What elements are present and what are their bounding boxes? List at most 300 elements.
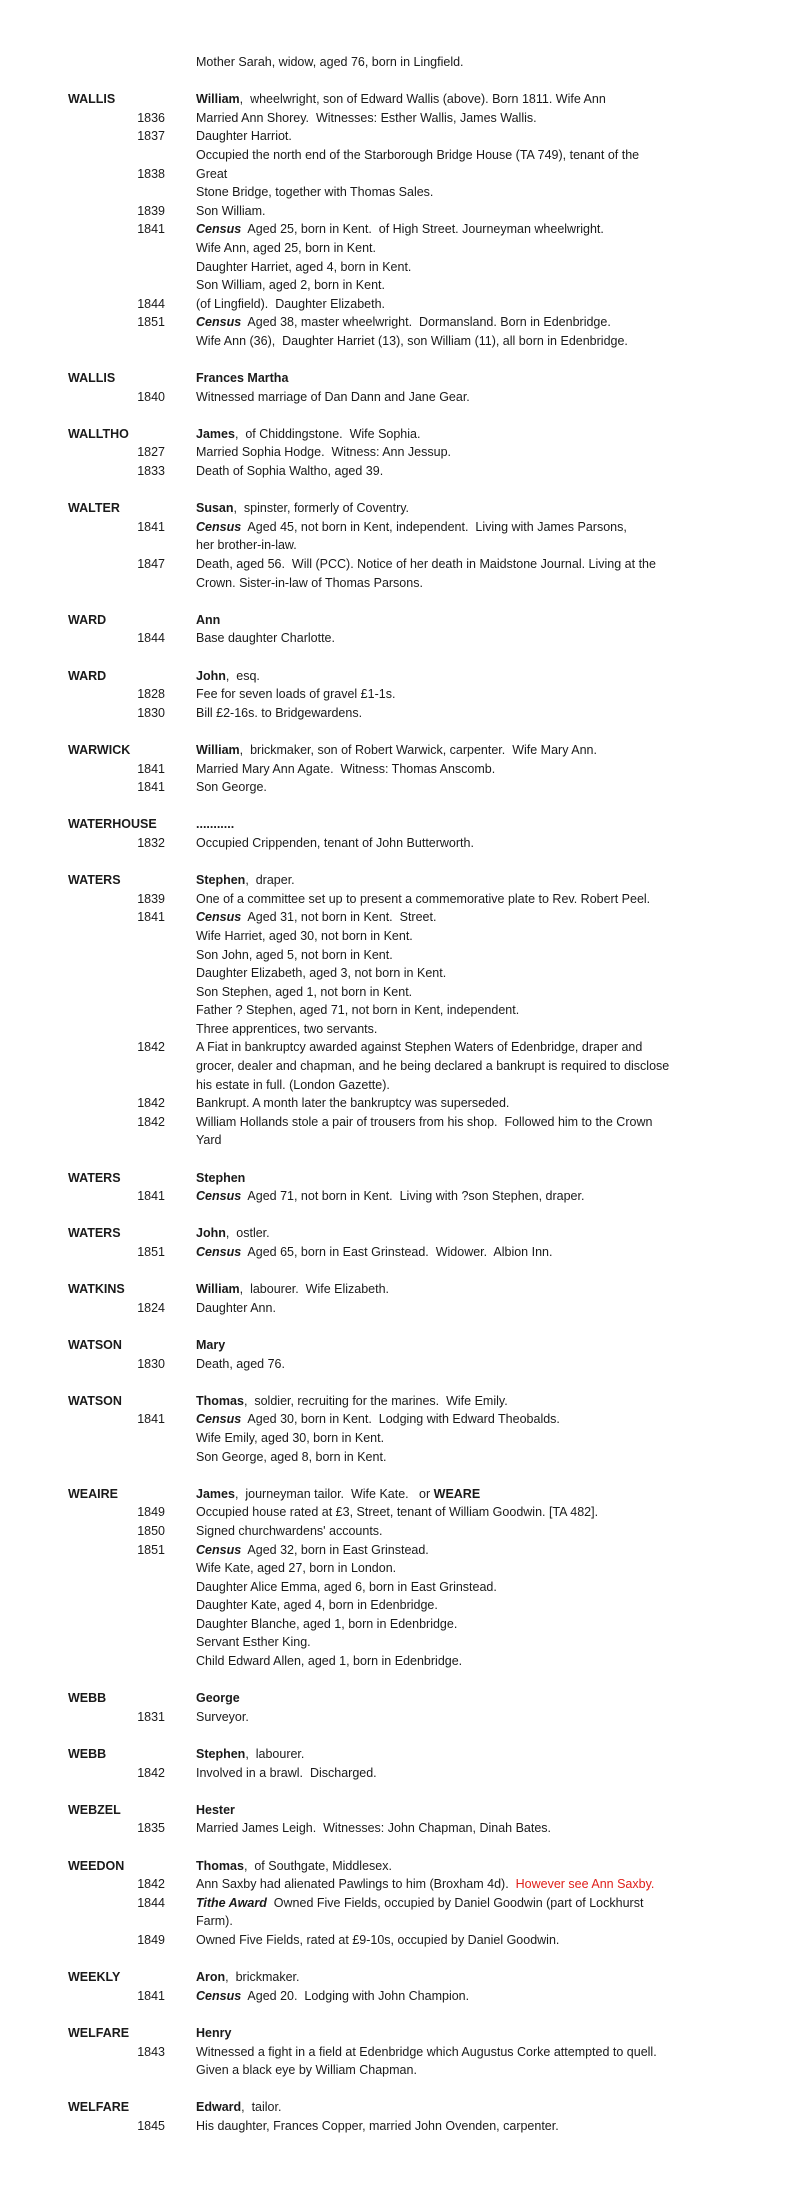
given-name: Stephen	[196, 1747, 246, 1762]
record-line	[0, 1076, 800, 1095]
document-page	[0, 53, 800, 2154]
record-text	[196, 127, 800, 146]
entry-header	[0, 1857, 800, 1876]
record-line	[0, 1503, 800, 1522]
record-year: 1836	[137, 110, 165, 125]
record-year	[0, 1131, 165, 1150]
record-text	[196, 2117, 800, 2136]
record-line	[0, 1615, 800, 1634]
person-entry	[0, 2098, 800, 2135]
record-line	[0, 1131, 800, 1150]
record-text	[196, 574, 800, 593]
record-text	[196, 629, 800, 648]
entry-header	[0, 1968, 800, 1987]
record-line	[0, 1429, 800, 1448]
record-text	[196, 1038, 800, 1057]
record-text	[196, 1131, 800, 1150]
entry-header	[0, 499, 800, 518]
record-line	[0, 146, 800, 165]
record-segment: Death, aged 76.	[196, 1356, 285, 1371]
record-text	[196, 983, 800, 1002]
entry-header	[0, 1392, 800, 1411]
entry-header	[0, 1169, 800, 1188]
given-name: William	[196, 92, 240, 107]
record-year	[0, 146, 165, 165]
record-line	[0, 1875, 800, 1894]
record-year: 1851	[137, 315, 165, 330]
record-segment: Child Edward Allen, aged 1, born in Edenbridge.	[196, 1654, 463, 1669]
given-name: Susan	[196, 501, 234, 516]
record-segment: Occupied Crippenden, tenant of John Butterworth.	[196, 835, 474, 850]
record-line	[0, 629, 800, 648]
record-text	[196, 1001, 800, 1020]
record-line	[0, 202, 800, 221]
record-line	[0, 1708, 800, 1727]
record-year	[0, 258, 165, 277]
record-line	[0, 165, 800, 184]
record-line	[0, 1764, 800, 1783]
record-segment: Three apprentices, two servants.	[196, 1021, 378, 1036]
record-line	[0, 1894, 800, 1913]
record-text	[196, 908, 800, 927]
record-year	[0, 1448, 165, 1467]
record-line	[0, 443, 800, 462]
surname: WALTER	[68, 501, 120, 516]
record-year	[0, 183, 165, 202]
record-line	[0, 890, 800, 909]
record-line	[0, 2043, 800, 2062]
record-line	[0, 1522, 800, 1541]
record-segment: Son John, aged 5, not born in Kent.	[196, 947, 393, 962]
record-segment: Daughter Harriet, aged 4, born in Kent.	[196, 259, 412, 274]
record-year: 1841	[137, 1189, 165, 1204]
header-description: , wheelwright, son of Edward Wallis (above). Born 1811. Wife Ann	[239, 92, 606, 107]
record-line	[0, 332, 800, 351]
person-entry	[0, 741, 800, 797]
record-segment: Crown. Sister-in-law of Thomas Parsons.	[196, 575, 423, 590]
person-entry	[0, 1745, 800, 1782]
header-description: , journeyman tailor. Wife Kate. or	[234, 1486, 434, 1501]
record-segment: Base daughter Charlotte.	[196, 631, 335, 646]
record-segment: Death of Sophia Waltho, aged 39.	[196, 464, 384, 479]
record-year: 1841	[137, 519, 165, 534]
entry-header	[0, 611, 800, 630]
record-text	[196, 1299, 800, 1318]
source-label: Census	[196, 910, 242, 925]
record-line	[0, 555, 800, 574]
record-line	[0, 834, 800, 853]
record-year: 1842	[137, 1877, 165, 1892]
given-name: George	[196, 1691, 240, 1706]
record-line	[0, 1652, 800, 1671]
record-line	[0, 220, 800, 239]
record-text	[196, 1578, 800, 1597]
record-segment: Involved in a brawl. Discharged.	[196, 1765, 377, 1780]
record-year: 1849	[137, 1505, 165, 1520]
record-text	[196, 109, 800, 128]
record-text	[196, 332, 800, 351]
record-year	[0, 1057, 165, 1076]
record-text	[196, 443, 800, 462]
record-line	[0, 760, 800, 779]
record-text	[196, 313, 800, 332]
record-segment: Aged 30, born in Kent. Lodging with Edward Theobalds.	[241, 1412, 560, 1427]
record-text	[196, 834, 800, 853]
record-text	[196, 555, 800, 574]
person-entry	[0, 1857, 800, 1950]
record-year: 1841	[137, 910, 165, 925]
record-segment: Daughter Ann.	[196, 1300, 276, 1315]
record-year	[0, 2061, 165, 2080]
record-text	[196, 1875, 800, 1894]
surname: WATSON	[68, 1337, 122, 1352]
record-segment: Servant Esther King.	[196, 1635, 311, 1650]
given-name: James	[196, 426, 235, 441]
record-text	[196, 1708, 800, 1727]
record-text	[196, 388, 800, 407]
person-entry	[0, 1801, 800, 1838]
record-year	[0, 536, 165, 555]
record-text	[196, 258, 800, 277]
record-year	[0, 332, 165, 351]
surname: WALLTHO	[68, 426, 129, 441]
person-entry	[0, 369, 800, 406]
record-line	[0, 1038, 800, 1057]
record-text	[196, 760, 800, 779]
record-segment: A Fiat in bankruptcy awarded against Stephen Waters of Edenbridge, draper and	[196, 1040, 643, 1055]
given-name: Frances Martha	[196, 371, 289, 386]
header-description: , spinster, formerly of Coventry.	[233, 501, 410, 516]
continuation-text: Mother Sarah, widow, aged 76, born in Lingfield.	[196, 55, 464, 69]
record-text	[196, 146, 800, 165]
record-text	[196, 1057, 800, 1076]
surname: WEBZEL	[68, 1802, 121, 1817]
record-year: 1838	[137, 166, 165, 181]
record-segment: Daughter Elizabeth, aged 3, not born in Kent.	[196, 966, 447, 981]
record-line	[0, 1578, 800, 1597]
person-entry	[0, 1336, 800, 1373]
person-entry	[0, 1169, 800, 1206]
record-line	[0, 183, 800, 202]
record-text	[196, 1243, 800, 1262]
surname: WEAIRE	[68, 1486, 118, 1501]
record-line	[0, 2117, 800, 2136]
given-name: Ann	[196, 612, 221, 627]
record-segment: William Hollands stole a pair of trousers from his shop. Followed him to the Crown	[196, 1114, 653, 1129]
record-year: 1830	[137, 705, 165, 720]
source-label: Census	[196, 315, 242, 330]
source-label: Census	[196, 519, 242, 534]
record-text	[196, 295, 800, 314]
record-text	[196, 1429, 800, 1448]
record-year: 1841	[137, 1988, 165, 2003]
person-entry	[0, 1968, 800, 2005]
surname: WEEDON	[68, 1858, 125, 1873]
entry-header	[0, 667, 800, 686]
record-line	[0, 388, 800, 407]
record-text	[196, 1355, 800, 1374]
record-year: 1835	[137, 1821, 165, 1836]
record-line	[0, 109, 800, 128]
record-year	[0, 927, 165, 946]
record-year: 1849	[137, 1932, 165, 1947]
record-line	[0, 1931, 800, 1950]
record-segment: Aged 71, not born in Kent. Living with ?son Stephen, draper.	[241, 1189, 585, 1204]
record-year: 1833	[137, 464, 165, 479]
record-year: 1842	[137, 1765, 165, 1780]
record-line	[0, 1243, 800, 1262]
record-line	[0, 313, 800, 332]
record-year: 1830	[137, 1356, 165, 1371]
person-entry	[0, 871, 800, 1150]
record-text	[196, 1020, 800, 1039]
surname: WEBB	[68, 1747, 107, 1762]
surname: WEEKLY	[68, 1970, 121, 1985]
record-year: 1840	[137, 389, 165, 404]
person-entry	[0, 90, 800, 350]
entry-header	[0, 1801, 800, 1820]
record-segment: Yard	[196, 1133, 222, 1148]
record-year	[0, 574, 165, 593]
given-name: John	[196, 668, 226, 683]
entry-header	[0, 425, 800, 444]
entry-header	[0, 871, 800, 890]
surname: WEBB	[68, 1691, 107, 1706]
surname: WATSON	[68, 1393, 122, 1408]
record-year: 1851	[137, 1245, 165, 1259]
given-name: Stephen	[196, 873, 246, 888]
given-name: ...........	[196, 817, 235, 832]
surname: WELFARE	[68, 2100, 130, 2115]
given-name: Aron	[196, 1970, 226, 1985]
record-line	[0, 574, 800, 593]
source-label: Census	[196, 1412, 242, 1427]
header-description: , labourer.	[245, 1747, 305, 1762]
record-segment: Owned Five Fields, rated at £9-10s, occupied by Daniel Goodwin.	[196, 1932, 560, 1947]
record-line	[0, 685, 800, 704]
given-name: John	[196, 1226, 226, 1241]
record-line	[0, 1541, 800, 1560]
record-segment: Witnessed marriage of Dan Dann and Jane Gear.	[196, 389, 470, 404]
record-segment: Aged 38, master wheelwright. Dormansland. Born in Edenbridge.	[241, 315, 611, 330]
record-year: 1839	[137, 203, 165, 218]
given-name: William	[196, 742, 240, 757]
person-entry	[0, 815, 800, 852]
record-year	[0, 1429, 165, 1448]
record-text	[196, 183, 800, 202]
record-year	[0, 1596, 165, 1615]
record-segment: Death, aged 56. Will (PCC). Notice of her death in Maidstone Journal. Living at the	[196, 557, 656, 572]
record-segment: Occupied the north end of the Starborough Bridge House (TA 749), tenant of the	[196, 147, 640, 162]
record-text	[196, 462, 800, 481]
surname: WATERS	[68, 1226, 121, 1241]
record-year	[0, 946, 165, 965]
source-label: Census	[196, 1988, 242, 2003]
record-line	[0, 927, 800, 946]
entry-header	[0, 1280, 800, 1299]
record-year: 1832	[137, 835, 165, 850]
record-text	[196, 1633, 800, 1652]
record-line	[0, 295, 800, 314]
record-segment: Great	[196, 166, 228, 181]
person-entry	[0, 1224, 800, 1261]
record-segment: Farm).	[196, 1914, 233, 1929]
header-description: , of Southgate, Middlesex.	[243, 1858, 392, 1873]
record-text	[196, 1596, 800, 1615]
record-text	[196, 778, 800, 797]
record-segment: Given a black eye by William Chapman.	[196, 2063, 417, 2078]
record-year: 1841	[137, 222, 165, 237]
record-line	[0, 536, 800, 555]
record-line	[0, 1001, 800, 1020]
header-description: , tailor.	[241, 2100, 282, 2115]
record-year	[0, 1652, 165, 1671]
entry-header	[0, 741, 800, 760]
record-segment: Occupied house rated at £3, Street, tenant of William Goodwin. [TA 482].	[196, 1505, 599, 1520]
record-line	[0, 1299, 800, 1318]
record-segment: Fee for seven loads of gravel £1-1s.	[196, 687, 396, 702]
record-segment: Wife Ann, aged 25, born in Kent.	[196, 240, 376, 255]
given-name: Thomas	[196, 1858, 244, 1873]
record-text	[196, 1987, 800, 2006]
record-text	[196, 1615, 800, 1634]
record-segment: Son William, aged 2, born in Kent.	[196, 278, 385, 293]
record-text	[196, 1652, 800, 1671]
given-name: Stephen	[196, 1170, 246, 1185]
record-segment: Married Sophia Hodge. Witness: Ann Jessup.	[196, 445, 451, 460]
record-segment: Son William.	[196, 203, 266, 218]
record-segment: Daughter Kate, aged 4, born in Edenbridge.	[196, 1598, 438, 1613]
record-text	[196, 1541, 800, 1560]
record-year: 1841	[137, 1412, 165, 1427]
record-line	[0, 1559, 800, 1578]
record-line	[0, 946, 800, 965]
record-segment: Father ? Stephen, aged 71, not born in Kent, independent.	[196, 1003, 520, 1018]
source-label: Census	[196, 1542, 242, 1557]
record-segment: Daughter Blanche, aged 1, born in Edenbridge.	[196, 1616, 458, 1631]
record-segment: Married Mary Ann Agate. Witness: Thomas Anscomb.	[196, 761, 496, 776]
person-entry	[0, 1280, 800, 1317]
record-text	[196, 1113, 800, 1132]
given-name: Thomas	[196, 1393, 244, 1408]
record-year: 1839	[137, 891, 165, 906]
record-line	[0, 964, 800, 983]
record-text	[196, 165, 800, 184]
record-text	[196, 220, 800, 239]
surname: WARD	[68, 668, 107, 683]
record-year: 1844	[137, 631, 165, 646]
record-line	[0, 1912, 800, 1931]
record-year: 1845	[137, 2118, 165, 2133]
record-year: 1851	[137, 1542, 165, 1557]
record-segment: Surveyor.	[196, 1709, 249, 1724]
record-line	[0, 518, 800, 537]
record-text	[196, 1559, 800, 1578]
record-segment: Son George.	[196, 780, 267, 795]
record-segment: Daughter Alice Emma, aged 6, born in East Grinstead.	[196, 1579, 497, 1594]
surname: WALLIS	[68, 371, 116, 386]
alternate-surname: WEARE	[433, 1486, 481, 1501]
record-line	[0, 1113, 800, 1132]
record-line	[0, 1410, 800, 1429]
record-line	[0, 778, 800, 797]
continuation-line	[0, 53, 800, 72]
header-description: , brickmaker.	[225, 1970, 300, 1985]
header-description: , esq.	[225, 668, 260, 683]
record-text	[196, 239, 800, 258]
person-entry	[0, 2024, 800, 2080]
record-segment: Wife Ann (36), Daughter Harriet (13), son William (11), all born in Edenbridge.	[196, 333, 628, 348]
record-text	[196, 964, 800, 983]
record-segment: Wife Harriet, aged 30, not born in Kent.	[196, 928, 413, 943]
record-year	[0, 1001, 165, 1020]
record-line	[0, 983, 800, 1002]
record-year	[0, 964, 165, 983]
entry-header	[0, 1745, 800, 1764]
record-segment: her brother-in-law.	[196, 538, 297, 553]
record-segment: Wife Emily, aged 30, born in Kent.	[196, 1430, 385, 1445]
record-text	[196, 2061, 800, 2080]
record-year: 1843	[137, 2044, 165, 2059]
record-year: 1844	[137, 1895, 165, 1910]
record-year: 1850	[137, 1523, 165, 1538]
record-year: 1831	[137, 1709, 165, 1724]
source-label: Census	[196, 1189, 242, 1204]
record-segment: His daughter, Frances Copper, married John Ovenden, carpenter.	[196, 2118, 559, 2133]
record-segment: Aged 25, born in Kent. of High Street. Journeyman wheelwright.	[241, 222, 604, 237]
given-name: James	[196, 1486, 235, 1501]
record-year: 1827	[137, 445, 165, 460]
record-line	[0, 1596, 800, 1615]
given-name: Edward	[196, 2100, 242, 2115]
record-text	[196, 685, 800, 704]
record-text	[196, 1819, 800, 1838]
record-line	[0, 2061, 800, 2080]
given-name: Mary	[196, 1337, 226, 1352]
given-name: Henry	[196, 2025, 232, 2040]
record-line	[0, 1094, 800, 1113]
surname: WARWICK	[68, 742, 131, 757]
surname: WATKINS	[68, 1282, 125, 1297]
cross-reference-note: However see Ann Saxby.	[515, 1877, 655, 1892]
person-entry	[0, 1392, 800, 1466]
entry-header	[0, 90, 800, 109]
record-segment: (of Lingfield). Daughter Elizabeth.	[196, 296, 385, 311]
record-segment: Son George, aged 8, born in Kent.	[196, 1449, 387, 1464]
entry-header	[0, 1336, 800, 1355]
record-segment: Married Ann Shorey. Witnesses: Esther Wallis, James Wallis.	[196, 110, 537, 125]
record-segment: Son Stephen, aged 1, not born in Kent.	[196, 984, 413, 999]
source-label: Census	[196, 1245, 242, 1259]
record-segment: Ann Saxby had alienated Pawlings to him (Broxham 4d).	[196, 1877, 516, 1892]
record-line	[0, 1819, 800, 1838]
record-text	[196, 1448, 800, 1467]
record-year	[0, 1633, 165, 1652]
record-year	[0, 239, 165, 258]
record-segment: Owned Five Fields, occupied by Daniel Goodwin (part of Lockhurst	[266, 1895, 644, 1910]
person-entry	[0, 611, 800, 648]
surname: WATERHOUSE	[68, 817, 157, 832]
record-segment: Aged 20. Lodging with John Champion.	[241, 1988, 470, 2003]
record-text	[196, 704, 800, 723]
record-line	[0, 239, 800, 258]
record-year: 1844	[137, 296, 165, 311]
record-line	[0, 127, 800, 146]
entry-header	[0, 815, 800, 834]
record-text	[196, 890, 800, 909]
entry-header	[0, 2098, 800, 2117]
record-text	[196, 1076, 800, 1095]
